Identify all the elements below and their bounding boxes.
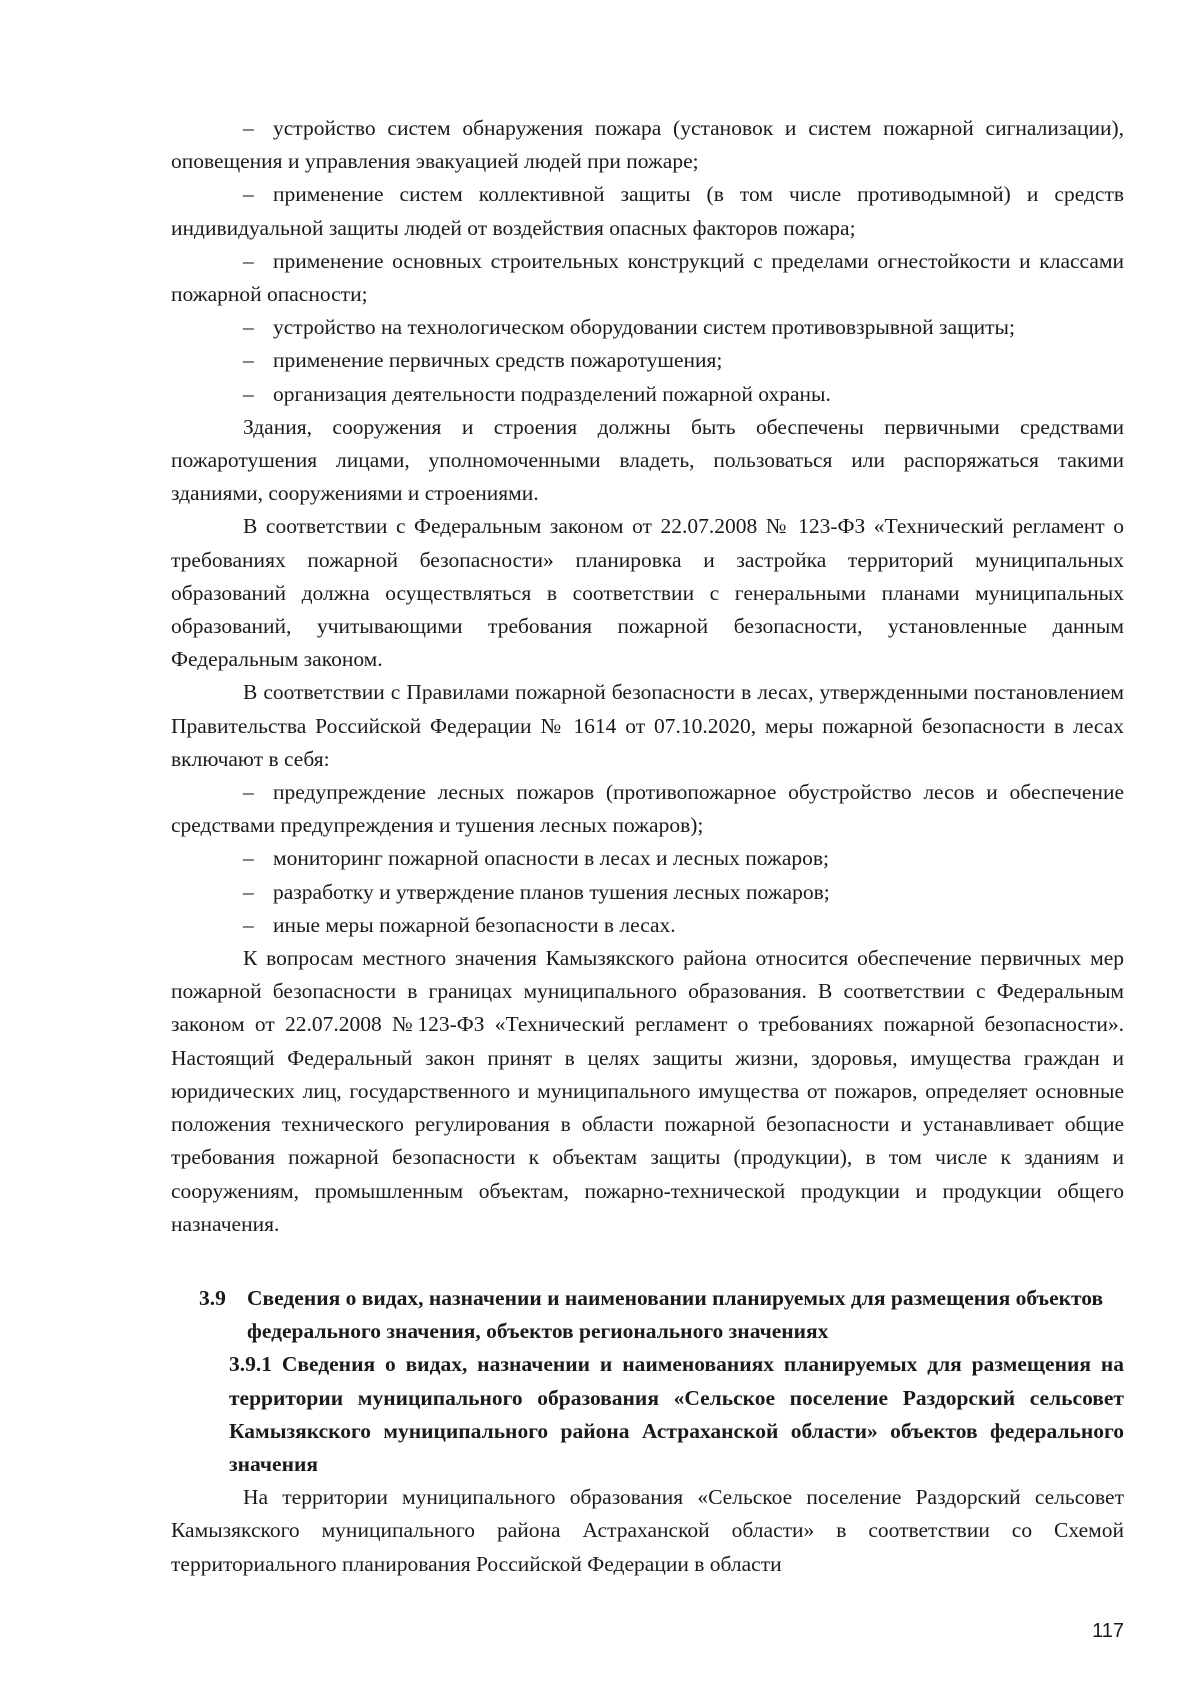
list-item: – предупреждение лесных пожаров (противопожарное обустройство лесов и обеспечение средствами предупреждения и тушения лесных пожаров); <box>171 776 1124 842</box>
list-dash: – <box>243 348 254 373</box>
paragraph: К вопросам местного значения Камызякского района относится обеспечение первичных мер пожарной безопасности в границах муниципального образования. В соответствии с Федеральным законом от 22.07.2008 №123-ФЗ «Технический регламент о требованиях пожарной безопасности». Настоящий Федеральный закон принят в целях защиты жизни, здоровья, имущества граждан и юридических лиц, государственного и муниципального имущества от пожаров, определяет основные положения технического регулирования в области пожарной безопасности и устанавливает общие требования пожарной безопасности к объектам защиты (продукции), в том числе к зданиям и сооружениям, промышленным объектам, пожарно-технической продукции и продукции общего назначения. <box>171 946 1124 1236</box>
list-dash: – <box>243 912 254 937</box>
section-heading <box>171 1282 1124 1348</box>
list-dash: – <box>243 315 254 340</box>
list-item: – разработку и утверждение планов тушения лесных пожаров; <box>171 876 1124 909</box>
page-number: 117 <box>1092 1620 1124 1642</box>
list-item: – применение систем коллективной защиты (в том числе противодымной) и средств индивидуальной защиты людей от воздействия опасных факторов пожара; <box>171 178 1124 244</box>
list-dash: – <box>243 879 254 904</box>
list-dash: – <box>243 116 254 140</box>
document-page <box>171 112 1124 1581</box>
list-item: – иные меры пожарной безопасности в лесах. <box>171 909 1124 942</box>
list-item: – применение первичных средств пожаротушения; <box>171 344 1124 377</box>
paragraph: В соответствии с Федеральным законом от 22.07.2008 № 123-ФЗ «Технический регламент о требованиях пожарной безопасности» планировка и застройка территорий муниципальных образований должна осуществляться в соответствии с генеральными планами муниципальных образований, учитывающими требования пожарной безопасности, установленные данным Федеральным законом. <box>171 514 1124 672</box>
paragraph: На территории муниципального образования «Сельское поселение Раздорский сельсовет Камызякского муниципального района Астраханской области» в соответствии со Схемой территориального планирования Российской Федерации в области <box>171 1485 1124 1576</box>
list-item: – устройство на технологическом оборудовании систем противовзрывной защиты; <box>171 311 1124 344</box>
paragraph: Здания, сооружения и строения должны быть обеспечены первичными средствами пожаротушения лицами, уполномоченными владеть, пользоваться или распоряжаться такими зданиями, сооружениями и строениями. <box>171 414 1124 506</box>
subsection-heading: 3.9.1 Сведения о видах, назначении и наименованиях планируемых для размещения на территории муниципального образования «Сельское поселение Раздорский сельсовет Камызякского муниципального района Астраханской области» объектов федерального значения <box>229 1352 1124 1476</box>
list-dash: – <box>243 846 254 871</box>
list-item: – устройство систем обнаружения пожара (установок и систем пожарной сигнализации), оповещения и управления эвакуацией людей при пожаре; <box>171 112 1124 178</box>
list-item: – организация деятельности подразделений пожарной охраны. <box>171 378 1124 411</box>
list-dash: – <box>243 182 254 207</box>
list-dash: – <box>243 248 254 273</box>
section-title: Сведения о видах, назначении и наименовании планируемых для размещения объектов федерального значения, объектов регионального значениях <box>247 1285 1104 1344</box>
list-item: – мониторинг пожарной опасности в лесах и лесных пожаров; <box>171 842 1124 875</box>
section-number: 3.9 <box>199 1285 226 1310</box>
paragraph: В соответствии с Правилами пожарной безопасности в лесах, утвержденными постановлением Правительства Российской Федерации № 1614 от 07.10.2020, меры пожарной безопасности в лесах включают в себя: <box>171 680 1124 771</box>
list-item: – применение основных строительных конструкций с пределами огнестойкости и классами пожарной опасности; <box>171 245 1124 311</box>
list-dash: – <box>243 780 254 805</box>
list-dash: – <box>243 381 254 406</box>
section-spacer <box>171 1241 1124 1282</box>
